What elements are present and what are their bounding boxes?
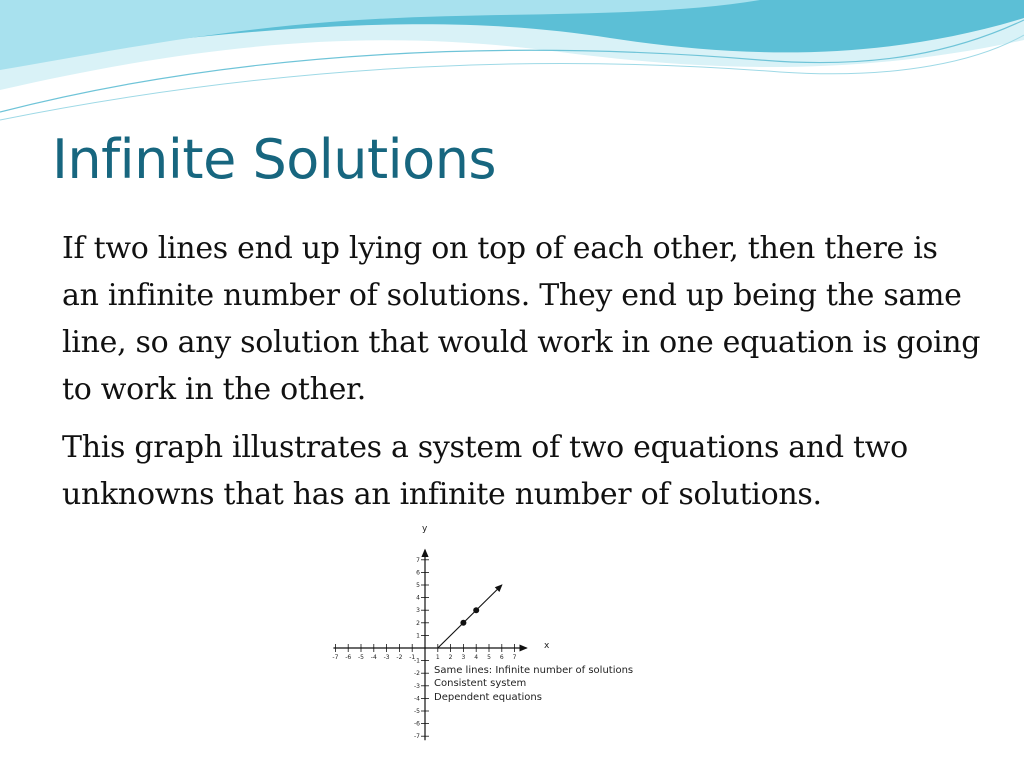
x-tick-label: -6	[345, 654, 352, 661]
header-wave-decoration	[0, 0, 1024, 130]
slide-title: Infinite Solutions	[52, 128, 497, 191]
coordinate-graph	[318, 521, 660, 761]
x-tick-label: 7	[512, 654, 517, 661]
y-tick-label: 5	[416, 582, 420, 589]
y-tick-label: -3	[414, 682, 420, 690]
y-tick-label: 1	[416, 632, 420, 640]
annotation-same-lines: Same lines: Infinite number of solutions	[434, 665, 634, 676]
graph-image	[318, 521, 660, 761]
y-tick-label: -1	[414, 657, 420, 665]
series-group	[438, 585, 502, 648]
annotation-dependent-equations: Dependent equations	[434, 692, 542, 703]
annotation-consistent-system: Consistent system	[434, 678, 527, 689]
y-tick-label: 4	[416, 594, 420, 602]
y-tick-label: -2	[414, 670, 420, 678]
y-tick-label: 6	[416, 569, 420, 577]
x-tick-label: 5	[487, 654, 491, 661]
y-tick-label: 2	[416, 619, 420, 627]
x-tick-label: -1	[409, 654, 416, 661]
x-tick-label: 2	[448, 654, 453, 661]
series-point	[460, 620, 466, 626]
x-tick-label: 3	[461, 654, 466, 661]
y-tick-label: -5	[414, 708, 420, 715]
y-tick-label: 3	[416, 607, 420, 615]
axes-group	[333, 550, 526, 740]
series-point	[473, 607, 479, 613]
body-paragraph-1: If two lines end up lying on top of each other, then there is an infinite number of solutions. They end up being the same line, so any solution that would work in one equation is going to work in the other.	[62, 231, 981, 407]
series-line	[438, 585, 502, 648]
x-tick-label: -5	[358, 654, 364, 661]
x-tick-label: 4	[474, 654, 479, 661]
x-tick-label: -3	[383, 654, 390, 661]
x-tick-label: 1	[435, 654, 440, 661]
y-tick-label: -7	[414, 733, 420, 741]
body-paragraph-2: This graph illustrates a system of two equations and two unknowns that has an infinite number of solutions.	[62, 430, 908, 512]
x-tick-label: -2	[396, 654, 403, 661]
y-tick-label: -4	[414, 695, 420, 703]
x-tick-label: -7	[332, 654, 339, 661]
y-tick-label: -6	[414, 720, 420, 728]
y-tick-label: 7	[416, 556, 420, 564]
x-axis-label: x	[544, 641, 550, 651]
x-tick-label: 6	[499, 654, 504, 661]
y-axis-label: y	[422, 524, 428, 534]
x-tick-label: -4	[370, 654, 377, 661]
